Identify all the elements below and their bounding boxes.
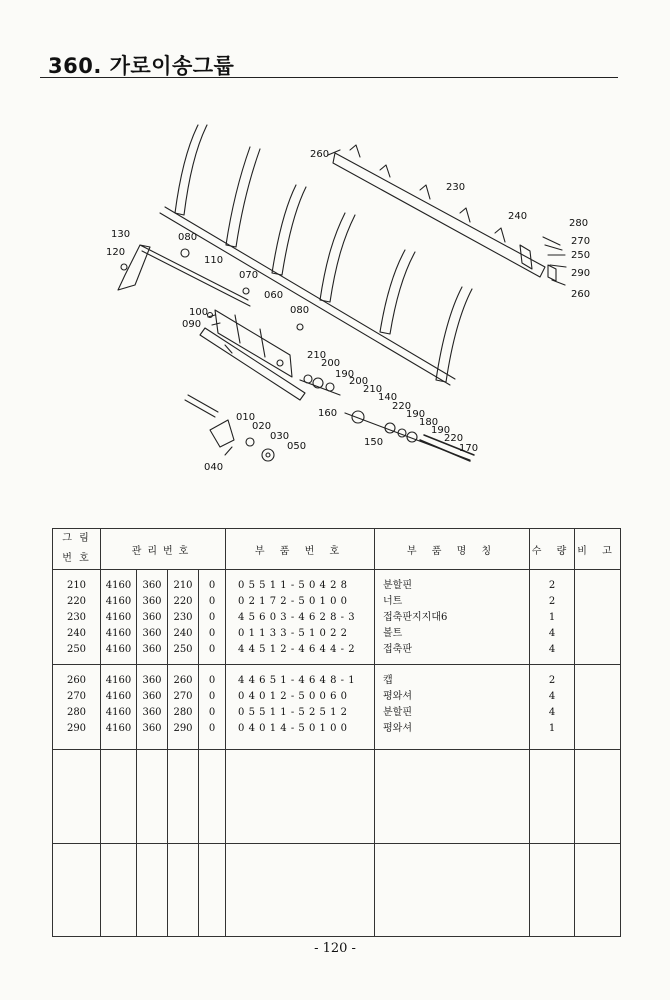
cell-fig (53, 570, 101, 665)
cell-value: 0 (208, 644, 216, 655)
cell-value: 2 (548, 675, 556, 686)
cell-value: 0 (208, 580, 216, 591)
cell-value: 360 (142, 691, 162, 702)
callout-label: 190 (406, 409, 426, 420)
cell-value: 290 (173, 723, 193, 734)
cell-value: 250 (173, 644, 193, 655)
cell-value: 220 (66, 596, 87, 607)
cell-name (375, 750, 530, 844)
cell-value (575, 689, 620, 705)
callout-label: 080 (178, 232, 198, 243)
parts-table-body (53, 570, 621, 937)
page-title: 360. 가로이송그룹 (48, 54, 235, 78)
cell-value: 04012-50060 (238, 691, 352, 702)
cell-value: 0 (208, 596, 216, 607)
cell-value: 230 (173, 612, 193, 623)
cell-part-no (226, 750, 375, 844)
header-part-no: 부 품 번 호 (226, 529, 375, 570)
callout-label: 280 (569, 218, 589, 229)
cell-m3 (168, 570, 199, 665)
callout-label: 060 (264, 290, 284, 301)
cell-value (575, 705, 620, 721)
table-row-group (53, 570, 621, 665)
exploded-parts-diagram (0, 95, 670, 490)
cell-part-no (226, 570, 375, 665)
cell-m3 (168, 750, 199, 844)
cell-value: 290 (66, 723, 87, 734)
callout-label: 050 (287, 441, 307, 452)
cell-value: 270 (173, 691, 193, 702)
cell-value: 4160 (105, 628, 132, 639)
header-remark: 비 고 (575, 529, 621, 570)
cell-m1 (101, 750, 137, 844)
callout-label: 110 (204, 255, 224, 266)
cell-value: 4160 (105, 723, 132, 734)
cell-fig (53, 750, 101, 844)
cell-remark (575, 750, 621, 844)
cell-value: 360 (142, 644, 162, 655)
callout-label: 160 (318, 408, 338, 419)
parts-table (52, 528, 621, 937)
cell-value: 210 (173, 580, 193, 591)
cell-qty (530, 665, 575, 750)
cell-name (375, 844, 530, 937)
header-part-name: 부 품 명 칭 (375, 529, 530, 570)
cell-value: 4160 (105, 707, 132, 718)
cell-value: 4 (548, 707, 556, 718)
cell-value: 220 (173, 596, 193, 607)
cell-fig (53, 844, 101, 937)
callout-label: 120 (106, 247, 126, 258)
cell-name (375, 570, 530, 665)
cell-value: 4160 (105, 612, 132, 623)
header-qty: 수 량 (530, 529, 575, 570)
conveyor-lugs (175, 125, 472, 382)
cell-value: 360 (142, 707, 162, 718)
cell-value (575, 578, 620, 594)
cell-value: 4 (548, 691, 556, 702)
cell-part-no (226, 844, 375, 937)
cell-value: 0 (208, 691, 216, 702)
cell-value: 230 (66, 612, 87, 623)
cell-value: 44512-4644-2 (238, 644, 359, 655)
callout-label: 100 (189, 307, 209, 318)
callout-label: 010 (236, 412, 256, 423)
callout-label: 210 (363, 384, 383, 395)
cell-value: 280 (66, 707, 87, 718)
cell-value (575, 642, 620, 658)
callout-label: 210 (307, 350, 327, 361)
cell-value: 1 (548, 723, 556, 734)
cell-remark (575, 844, 621, 937)
callout-label: 030 (270, 431, 290, 442)
cell-m1 (101, 665, 137, 750)
callout-label: 180 (419, 417, 439, 428)
callout-label: 080 (290, 305, 310, 316)
cell-value (575, 626, 620, 642)
cell-value: 360 (142, 723, 162, 734)
cell-qty (530, 570, 575, 665)
cell-value: 01133-51022 (238, 628, 352, 639)
cell-value: 4160 (105, 580, 132, 591)
cell-value: 접축판 (383, 644, 412, 655)
cell-m2 (137, 665, 168, 750)
callout-label: 070 (239, 270, 259, 281)
cell-m2 (137, 844, 168, 937)
cell-value: 0 (208, 723, 216, 734)
cell-name (375, 665, 530, 750)
callout-label: 020 (252, 421, 272, 432)
cell-value: 0 (208, 612, 216, 623)
cell-value: 0 (208, 675, 216, 686)
cell-m3 (168, 844, 199, 937)
callout-label: 150 (364, 437, 384, 448)
cell-value (575, 673, 620, 689)
cell-value: 45603-4628-3 (238, 612, 359, 623)
table-row-group (53, 665, 621, 750)
cell-value: 05511-52512 (238, 707, 352, 718)
table-row-group (53, 844, 621, 937)
cell-value: 4160 (105, 644, 132, 655)
cell-value: 210 (66, 580, 87, 591)
cell-value: 240 (66, 628, 87, 639)
callout-label: 260 (310, 149, 330, 160)
callout-label: 220 (444, 433, 464, 444)
callout-label: 250 (571, 250, 591, 261)
callout-label: 130 (111, 229, 131, 240)
callout-label: 240 (508, 211, 528, 222)
cell-value: 260 (66, 675, 87, 686)
cell-m2 (137, 750, 168, 844)
cell-m1 (101, 844, 137, 937)
callout-label: 270 (571, 236, 591, 247)
cell-value: 0 (208, 628, 216, 639)
cell-value: 0 (208, 707, 216, 718)
diagram-callouts (106, 149, 590, 473)
cell-m4 (199, 750, 226, 844)
cell-value: 360 (142, 596, 162, 607)
cell-m3 (168, 665, 199, 750)
callout-label: 260 (571, 289, 591, 300)
cell-value: 4160 (105, 691, 132, 702)
cell-value: 평와셔 (383, 723, 412, 734)
cell-m4 (199, 570, 226, 665)
cell-value: 평와셔 (383, 691, 412, 702)
cell-value: 270 (66, 691, 87, 702)
page-number: - 120 - (314, 941, 356, 956)
cell-value: 44651-4648-1 (238, 675, 359, 686)
callout-label: 090 (182, 319, 202, 330)
cell-value: 분할핀 (383, 580, 412, 591)
cell-value: 05511-50428 (238, 580, 352, 591)
callout-label: 200 (349, 376, 369, 387)
callout-label: 170 (459, 443, 479, 454)
cell-value: 04014-50100 (238, 723, 352, 734)
cell-m4 (199, 844, 226, 937)
cell-value (575, 610, 620, 626)
cell-value: 240 (173, 628, 193, 639)
cell-value: 분할핀 (383, 707, 412, 718)
callout-label: 040 (204, 462, 224, 473)
cell-m4 (199, 665, 226, 750)
cell-value (575, 594, 620, 610)
cell-value: 볼트 (383, 628, 403, 639)
cell-value: 4 (548, 628, 556, 639)
callout-label: 290 (571, 268, 591, 279)
cell-value: 1 (548, 612, 556, 623)
cell-value: 캡 (383, 675, 393, 686)
cell-remark (575, 665, 621, 750)
cell-m1 (101, 570, 137, 665)
cell-value: 4160 (105, 675, 132, 686)
header-mgmt-no: 관리번호 (101, 529, 226, 570)
callout-label: 220 (392, 401, 412, 412)
cell-part-no (226, 665, 375, 750)
cell-value: 02172-50100 (238, 596, 352, 607)
callout-label: 190 (335, 369, 355, 380)
table-row-group (53, 750, 621, 844)
header-fig-no: 그 림 번 호 (53, 529, 101, 570)
callout-label: 200 (321, 358, 341, 369)
cell-qty (530, 750, 575, 844)
cell-value: 250 (66, 644, 87, 655)
cell-value: 4 (548, 644, 556, 655)
cell-value: 260 (173, 675, 193, 686)
cell-value: 280 (173, 707, 193, 718)
cell-value: 360 (142, 580, 162, 591)
callout-label: 190 (431, 425, 451, 436)
cell-value (575, 721, 620, 737)
cell-qty (530, 844, 575, 937)
cell-value: 2 (548, 580, 556, 591)
callout-label: 230 (446, 182, 466, 193)
cell-value: 너트 (383, 596, 403, 607)
cell-value: 2 (548, 596, 556, 607)
title-divider (40, 77, 618, 78)
cell-value: 360 (142, 675, 162, 686)
cell-fig (53, 665, 101, 750)
cell-m2 (137, 570, 168, 665)
cell-value: 360 (142, 612, 162, 623)
cell-value: 360 (142, 628, 162, 639)
callout-label: 140 (378, 392, 398, 403)
cell-value: 4160 (105, 596, 132, 607)
cell-remark (575, 570, 621, 665)
cell-value: 접축판지지대6 (383, 612, 448, 623)
